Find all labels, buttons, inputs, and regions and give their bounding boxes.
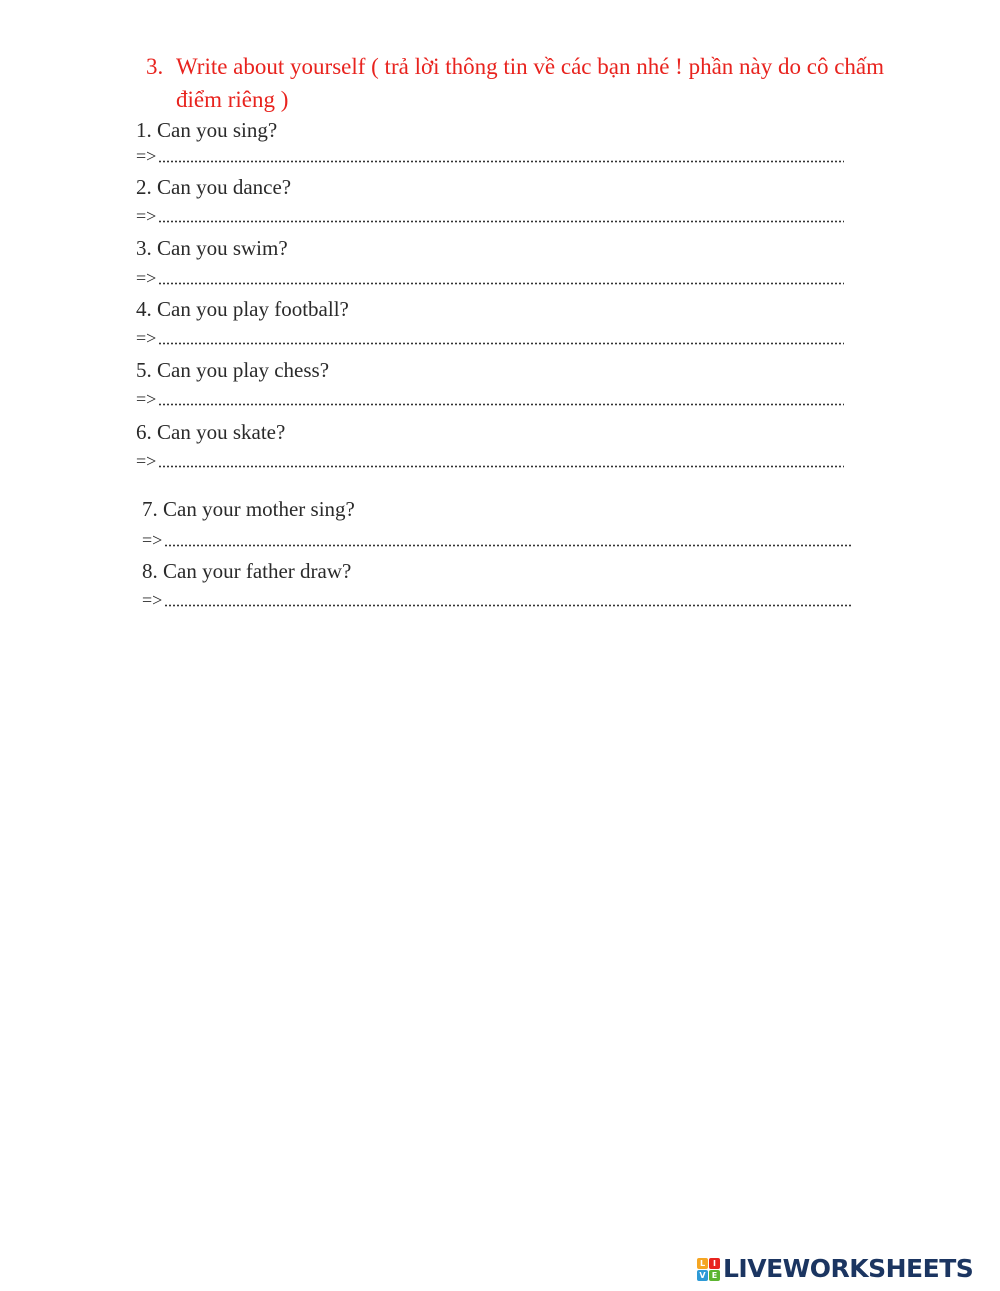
answer-prefix: =>: [136, 146, 157, 166]
answer-line-3[interactable]: [136, 268, 844, 288]
exercise-number: 3.: [146, 54, 164, 79]
dotted-answer-line[interactable]: [158, 342, 844, 345]
question-3: 3. Can you swim?: [136, 236, 288, 260]
question-6: 6. Can you skate?: [136, 420, 286, 444]
answer-line-8[interactable]: [142, 590, 852, 610]
liveworksheets-logo: [697, 1254, 973, 1284]
question-2: 2. Can you dance?: [136, 175, 292, 199]
logo-block: E: [709, 1270, 720, 1281]
logo-block: V: [697, 1270, 708, 1281]
logo-wordmark: LIVEWORKSHEETS: [723, 1254, 974, 1283]
question-7: 7. Can your mother sing?: [142, 497, 355, 521]
exercise-instruction: [146, 50, 906, 116]
logo-icon: [697, 1258, 720, 1281]
question-1: 1. Can you sing?: [136, 118, 278, 142]
dotted-answer-line[interactable]: [158, 465, 844, 468]
answer-prefix: =>: [142, 590, 163, 610]
dotted-answer-line[interactable]: [158, 160, 844, 163]
answer-line-6[interactable]: [136, 451, 844, 471]
dotted-answer-line[interactable]: [158, 220, 844, 223]
question-5: 5. Can you play chess?: [136, 358, 330, 382]
exercise-instruction-text: Write about yourself ( trả lời thông tin về các bạn nhé ! phần này do cô chấm điểm riêng ): [176, 54, 885, 112]
answer-prefix: =>: [136, 268, 157, 288]
answer-prefix: =>: [136, 206, 157, 226]
logo-block: L: [697, 1258, 708, 1269]
answer-line-7[interactable]: [142, 530, 852, 550]
answer-line-5[interactable]: [136, 389, 844, 409]
dotted-answer-line[interactable]: [164, 544, 852, 547]
answer-prefix: =>: [136, 328, 157, 348]
answer-line-1[interactable]: [136, 146, 844, 166]
answer-line-4[interactable]: [136, 328, 844, 348]
question-4: 4. Can you play football?: [136, 297, 349, 321]
question-8: 8. Can your father draw?: [142, 559, 352, 583]
dotted-answer-line[interactable]: [164, 604, 852, 607]
answer-prefix: =>: [142, 530, 163, 550]
dotted-answer-line[interactable]: [158, 403, 844, 406]
answer-line-2[interactable]: [136, 206, 844, 226]
logo-block: I: [709, 1258, 720, 1269]
dotted-answer-line[interactable]: [158, 282, 844, 285]
answer-prefix: =>: [136, 451, 157, 471]
answer-prefix: =>: [136, 389, 157, 409]
